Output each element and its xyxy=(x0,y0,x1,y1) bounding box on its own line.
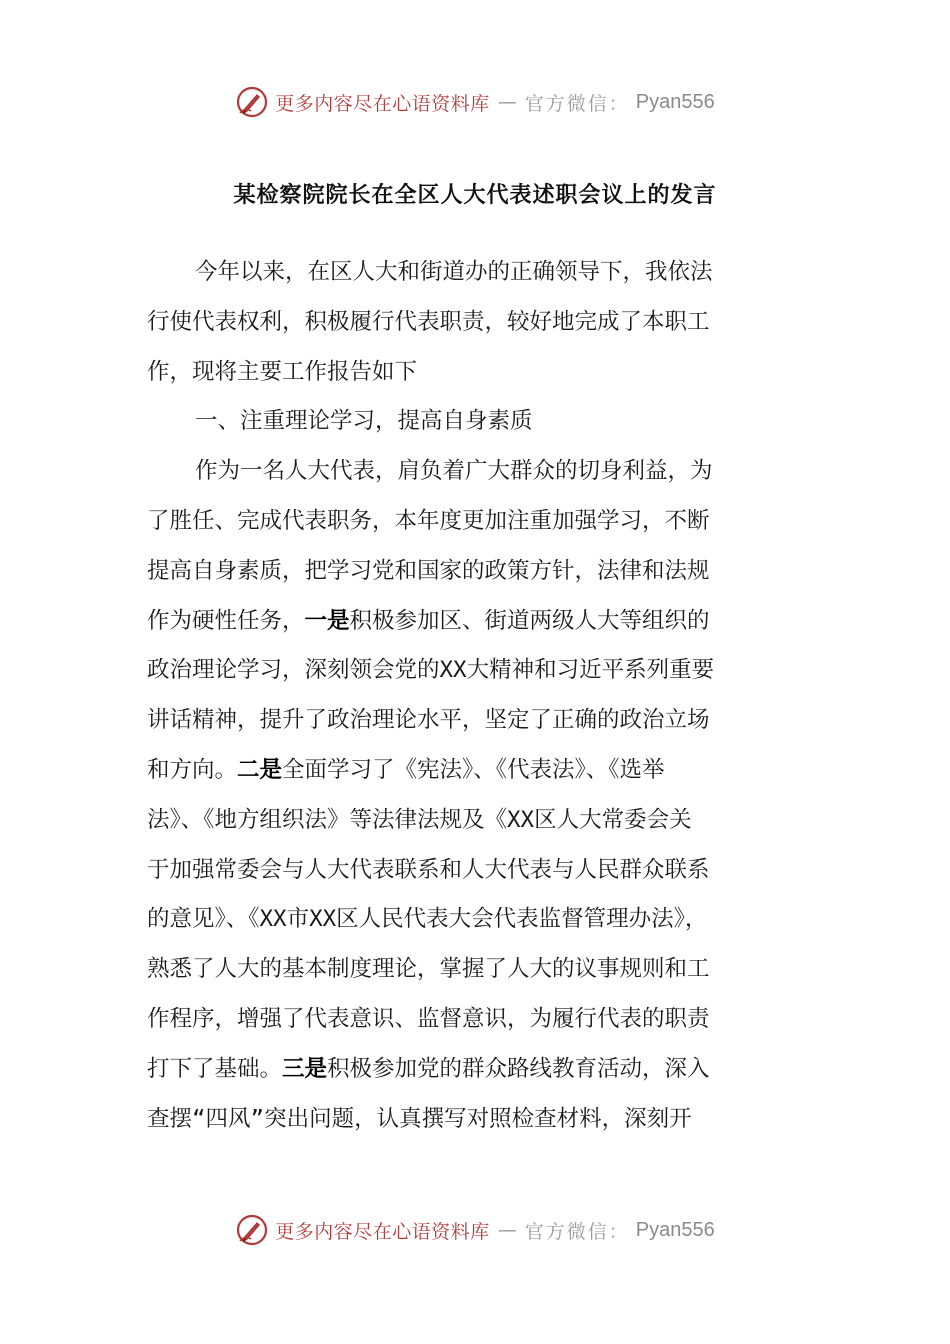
paragraph2-line xyxy=(147,1045,807,1095)
paragraph2-line: 作为一名人大代表，肩负着广大群众的切身利益，为 xyxy=(195,458,713,485)
watermark-banner-top xyxy=(0,82,950,122)
text-run: 和方向。 xyxy=(147,756,238,783)
paragraph1-line: 今年以来，在区人大和街道办的正确领导下，我依法 xyxy=(195,259,713,285)
document-body xyxy=(147,248,807,1144)
text-run: 积极参加党的群众路线教育活动，深入 xyxy=(327,1055,710,1082)
paragraph2-line: 政治理论学习，深刻领会党的XX大精神和习近平系列重要 xyxy=(147,657,715,684)
section-heading: 一、注重理论学习，提高自身素质 xyxy=(195,408,533,435)
banner-wechat-label: 官方微信： xyxy=(524,92,630,115)
paragraph2-line: 于加强常委会与人大代表联系和人大代表与人民群众联系 xyxy=(147,856,710,883)
pen-logo-icon xyxy=(235,1213,269,1247)
bold-marker: 二是 xyxy=(237,756,283,783)
paragraph2-line: 查摆“四风”突出问题，认真撰写对照检查材料，深刻开 xyxy=(147,1105,692,1132)
paragraph2-line: 法》、《地方组织法》等法律法规及《XX区人大常委会关 xyxy=(147,806,692,833)
banner-slogan: 更多内容尽在心语资料库 xyxy=(275,92,490,115)
paragraph2-line: 提高自身素质，把学习党和国家的政策方针，法律和法规 xyxy=(147,557,710,584)
text-run: 打下了基础。 xyxy=(147,1055,283,1082)
document-title: 某检察院院长在全区人大代表述职会议上的发言 xyxy=(233,183,717,208)
pen-logo-icon xyxy=(235,85,269,119)
paragraph1-line: 行使代表权利，积极履行代表职责，较好地完成了本职工 xyxy=(147,308,710,335)
banner-wechat-label: 官方微信： xyxy=(524,1220,630,1243)
paragraph2-line: 的意见》、《XX市XX区人民代表大会代表监督管理办法》， xyxy=(147,906,708,933)
banner-dash: — xyxy=(497,1219,517,1241)
paragraph2-line: 讲话精神，提升了政治理论水平，坚定了正确的政治立场 xyxy=(147,707,710,734)
paragraph1-line: 作，现将主要工作报告如下 xyxy=(147,358,418,385)
banner-wechat-id: Pyan556 xyxy=(635,90,715,113)
bold-marker: 一是 xyxy=(304,607,350,634)
paragraph2-line xyxy=(147,746,807,796)
text-run: 全面学习了《宪法》、《代表法》、《选举 xyxy=(282,756,665,783)
paragraph2-line xyxy=(147,597,807,647)
banner-wechat-id: Pyan556 xyxy=(635,1218,715,1241)
bold-marker: 三是 xyxy=(282,1055,328,1082)
text-run: 作为硬性任务， xyxy=(147,607,305,634)
paragraph2-line: 作程序，增强了代表意识、监督意识，为履行代表的职责 xyxy=(147,1005,710,1032)
text-run: 积极参加区、街道两级人大等组织的 xyxy=(349,607,710,634)
banner-slogan: 更多内容尽在心语资料库 xyxy=(275,1220,490,1243)
paragraph2-line: 了胜任、完成代表职务，本年度更加注重加强学习，不断 xyxy=(147,507,710,534)
paragraph2-line: 熟悉了人大的基本制度理论，掌握了人大的议事规则和工 xyxy=(147,956,710,983)
banner-dash: — xyxy=(497,91,517,113)
watermark-banner-bottom xyxy=(0,1210,950,1250)
